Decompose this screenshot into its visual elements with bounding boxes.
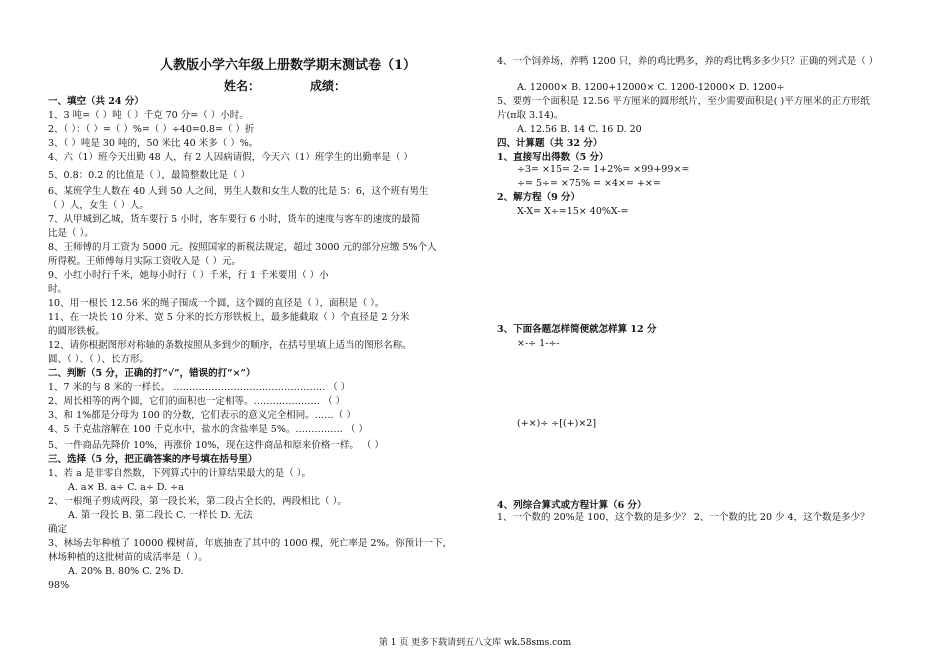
subsection-word-problem: 4、列综合算式或方程计算（6 分） [497, 500, 647, 511]
name-label: 姓名： [224, 79, 261, 93]
options: 确定 [48, 524, 68, 535]
question: 的圆形铁板。 [48, 326, 106, 337]
question: 10、用一根长 12.56 米的绳子围成一个圆，这个圆的直径是（ ），面积是（ ）。 [48, 298, 385, 309]
question: 3、（ ）吨是 30 吨的，50 米比 40 米多（ ）%。 [48, 138, 259, 149]
expression-row: X-X= X÷=15× 40%X-= [517, 206, 629, 217]
options: A. a× B. a÷ C. a÷ D. ÷a [68, 482, 184, 493]
question: 7、从甲城到乙城，货车要行 5 小时，客车要行 6 小时，货车的速度与客车的速度的最简 [48, 214, 421, 225]
question: 2、周长相等的两个圆，它们的面积也一定相等。………………… （ ） [48, 396, 346, 407]
subsection-simplify: 3、下面各题怎样简便就怎样算 12 分 [497, 324, 657, 335]
question: 比是（ ）。 [48, 228, 94, 239]
options: A. 第一段长 B. 第二段长 C. 一样长 D. 无法 [68, 510, 253, 521]
question: 1、7 米的与 8 米的一样长。 ………………………………………… （ ） [48, 382, 351, 393]
question: 4、一个饲养场，养鸭 1200 只，养的鸡比鸭多，养的鸡比鸭多多少只？正确的列式是（ ） [497, 56, 879, 67]
expression-row: (+×)÷ ÷[(+)×2] [517, 418, 597, 429]
expression-row: ÷3= ×15= 2-= 1+2%= ×99+99×= [517, 164, 690, 175]
question: 1、3 吨=（ ）吨（ ）千克 70 分=（ ）小时。 [48, 110, 249, 121]
question: 2、（ ）：（ ）=（ ）%=（ ）÷40=0.8=（ ）折 [48, 124, 255, 135]
question: 3、林场去年种植了 10000 棵树苗，年底抽查了其中的 1000 棵，死亡率是 2%。你预计一下， [48, 538, 453, 549]
score-label: 成绩： [310, 79, 347, 93]
question: 时。 [48, 284, 68, 295]
options: 98% [48, 580, 70, 591]
options: A. 12000× B. 1200+12000× C. 1200-12000× D. 1200÷ [517, 82, 785, 93]
question: 8、王师傅的月工资为 5000 元。按照国家的新税法规定，超过 3000 元的部分应缴 5%个人 [48, 242, 437, 253]
question: 圆、（ ）、（ ）、长方形。 [48, 354, 150, 365]
question: 4、六（1）班今天出勤 48 人，有 2 人因病请假，今天六（1）班学生的出勤率是（ ） [48, 152, 413, 163]
section-judge: 二、判断（5 分，正确的打“√”，错误的打“×”） [48, 368, 256, 379]
question: 1、若 a 是非零自然数，下列算式中的计算结果最大的是（ ）。 [48, 468, 312, 479]
question: 12、请你根据图形对称轴的条数按照从多到少的顺序，在括号里填上适当的图形名称。 [48, 340, 412, 351]
question: 11、在一块长 10 分米、宽 5 分米的长方形铁板上，最多能截取（ ）个直径是 2 分米 [48, 312, 410, 323]
question: （ ）人，女生（ ）人。 [48, 200, 150, 211]
section-choice: 三、选择（5 分，把正确答案的序号填在括号里） [48, 454, 258, 465]
expression-row: ÷= 5÷= ×75% = ×4×= +×= [517, 178, 661, 189]
question: 4、5 千克盐溶解在 100 千克水中，盐水的含盐率是 5%。…………… （ ） [48, 424, 368, 435]
question: 5、0.8：0.2 的比值是（ ），最简整数比是（ ） [48, 170, 251, 181]
question: 所得税。王师傅每月实际工资收入是（ ）元。 [48, 256, 242, 267]
section-fill-blank: 一、填空（共 24 分） [48, 96, 144, 107]
question: 3、和 1%都是分母为 100 的分数，它们表示的意义完全相同。……（ ） [48, 410, 356, 421]
options: A. 12.56 B. 14 C. 16 D. 20 [517, 124, 642, 135]
question: 6、某班学生人数在 40 人到 50 人之间，男生人数和女生人数的比是 5：6，这个班有男生 [48, 186, 429, 197]
question: 片(π取 3.14)。 [497, 110, 564, 121]
subsection-direct: 1、直接写出得数（5 分） [497, 152, 609, 163]
question: 5、要剪一个面积是 12.56 平方厘米的圆形纸片，至少需要面积是( )平方厘米的正方形纸 [497, 96, 870, 107]
page-title: 人教版小学六年级上册数学期末测试卷（1） [160, 58, 417, 73]
page-footer: 第 1 页 更多下载请到五八文库 wk.58sms.com [378, 638, 572, 648]
section-calc: 四、计算题（共 32 分） [497, 138, 603, 149]
options: A. 20% B. 80% C. 2% D. [68, 566, 184, 577]
question: 林场种植的这批树苗的成活率是（ ）。 [48, 552, 208, 563]
question: 1、一个数的 20%是 100，这个数的是多少？ 2、一个数的比 20 少 4，这个数是多少？ [497, 512, 870, 523]
question: 2、一根绳子剪成两段，第一段长米，第二段占全长的，两段相比（ ）。 [48, 496, 347, 507]
subsection-equation: 2、解方程（9 分） [497, 192, 581, 203]
expression-row: ×-÷ 1-÷- [517, 338, 560, 349]
question: 9、小红小时行千米，她每小时行（ ）千米，行 1 千米要用（ ）小 [48, 270, 329, 281]
question: 5、一件商品先降价 10%，再涨价 10%，现在这件商品和原来价格一样。 （ ） [48, 440, 384, 451]
